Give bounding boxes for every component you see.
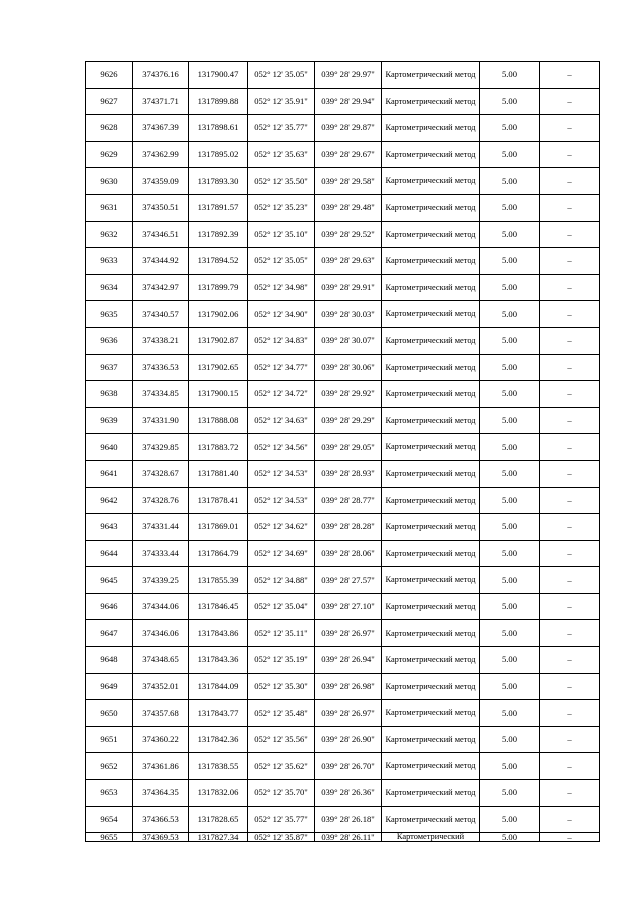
longitude-cell: 039° 28' 29.91": [315, 274, 382, 301]
latitude-cell: 052° 12' 34.98": [248, 274, 315, 301]
note-cell: –: [540, 540, 600, 567]
point-number-cell: 9654: [86, 806, 133, 833]
latitude-cell: 052° 12' 35.05": [248, 62, 315, 89]
table-row: [86, 354, 600, 381]
method-cell: Картометрический метод: [382, 540, 480, 567]
longitude-cell: 039° 28' 29.29": [315, 407, 382, 434]
accuracy-cell: 5.00: [480, 540, 540, 567]
point-number-cell: 9642: [86, 487, 133, 514]
longitude-cell: 039° 28' 30.07": [315, 327, 382, 354]
point-number-cell: 9635: [86, 301, 133, 328]
accuracy-cell: 5.00: [480, 248, 540, 275]
table-row: [86, 567, 600, 594]
y-coordinate-cell: 1317895.02: [189, 141, 248, 168]
accuracy-cell: 5.00: [480, 487, 540, 514]
table-row: [86, 221, 600, 248]
accuracy-cell: 5.00: [480, 673, 540, 700]
accuracy-cell: 5.00: [480, 115, 540, 142]
point-number-cell: 9627: [86, 88, 133, 115]
note-cell: –: [540, 274, 600, 301]
point-number-cell: 9649: [86, 673, 133, 700]
accuracy-cell: 5.00: [480, 806, 540, 833]
y-coordinate-cell: 1317898.61: [189, 115, 248, 142]
x-coordinate-cell: 374352.01: [133, 673, 189, 700]
accuracy-cell: 5.00: [480, 567, 540, 594]
latitude-cell: 052° 12' 35.30": [248, 673, 315, 700]
method-cell: Картометрический метод: [382, 381, 480, 408]
method-cell: Картометрический метод: [382, 593, 480, 620]
y-coordinate-cell: 1317864.79: [189, 540, 248, 567]
y-coordinate-cell: 1317894.52: [189, 248, 248, 275]
x-coordinate-cell: 374367.39: [133, 115, 189, 142]
method-cell: Картометрический метод: [382, 115, 480, 142]
method-cell: Картометрический метод: [382, 726, 480, 753]
latitude-cell: 052° 12' 34.63": [248, 407, 315, 434]
note-cell: –: [540, 806, 600, 833]
longitude-cell: 039° 28' 29.92": [315, 381, 382, 408]
longitude-cell: 039° 28' 28.77": [315, 487, 382, 514]
method-cell: Картометрический метод: [382, 647, 480, 674]
note-cell: –: [540, 726, 600, 753]
point-number-cell: 9639: [86, 407, 133, 434]
x-coordinate-cell: 374334.85: [133, 381, 189, 408]
y-coordinate-cell: 1317900.15: [189, 381, 248, 408]
longitude-cell: 039° 28' 28.06": [315, 540, 382, 567]
method-cell: Картометрический метод: [382, 168, 480, 195]
accuracy-cell: 5.00: [480, 460, 540, 487]
latitude-cell: 052° 12' 34.72": [248, 381, 315, 408]
y-coordinate-cell: 1317843.36: [189, 647, 248, 674]
longitude-cell: 039° 28' 26.18": [315, 806, 382, 833]
note-cell: –: [540, 780, 600, 807]
table-row: [86, 168, 600, 195]
y-coordinate-cell: 1317902.65: [189, 354, 248, 381]
longitude-cell: 039° 28' 28.28": [315, 514, 382, 541]
note-cell: –: [540, 593, 600, 620]
longitude-cell: 039° 28' 27.57": [315, 567, 382, 594]
point-number-cell: 9628: [86, 115, 133, 142]
note-cell: –: [540, 381, 600, 408]
point-number-cell: 9655: [86, 833, 133, 842]
longitude-cell: 039° 28' 26.11": [315, 833, 382, 842]
latitude-cell: 052° 12' 35.10": [248, 221, 315, 248]
table-row: [86, 673, 600, 700]
y-coordinate-cell: 1317902.87: [189, 327, 248, 354]
x-coordinate-cell: 374328.67: [133, 460, 189, 487]
point-number-cell: 9641: [86, 460, 133, 487]
accuracy-cell: 5.00: [480, 780, 540, 807]
y-coordinate-cell: 1317881.40: [189, 460, 248, 487]
latitude-cell: 052° 12' 34.77": [248, 354, 315, 381]
point-number-cell: 9643: [86, 514, 133, 541]
x-coordinate-cell: 374376.16: [133, 62, 189, 89]
y-coordinate-cell: 1317883.72: [189, 434, 248, 461]
note-cell: –: [540, 647, 600, 674]
latitude-cell: 052° 12' 34.83": [248, 327, 315, 354]
x-coordinate-cell: 374331.44: [133, 514, 189, 541]
latitude-cell: 052° 12' 35.77": [248, 806, 315, 833]
point-number-cell: 9629: [86, 141, 133, 168]
point-number-cell: 9638: [86, 381, 133, 408]
method-cell: Картометрический метод: [382, 567, 480, 594]
accuracy-cell: 5.00: [480, 593, 540, 620]
latitude-cell: 052° 12' 35.63": [248, 141, 315, 168]
accuracy-cell: 5.00: [480, 620, 540, 647]
latitude-cell: 052° 12' 34.90": [248, 301, 315, 328]
point-number-cell: 9631: [86, 194, 133, 221]
method-cell: Картометрический метод: [382, 780, 480, 807]
method-cell: Картометрический метод: [382, 460, 480, 487]
y-coordinate-cell: 1317900.47: [189, 62, 248, 89]
point-number-cell: 9650: [86, 700, 133, 727]
latitude-cell: 052° 12' 34.88": [248, 567, 315, 594]
table-row: [86, 540, 600, 567]
y-coordinate-cell: 1317846.45: [189, 593, 248, 620]
latitude-cell: 052° 12' 35.04": [248, 593, 315, 620]
table-row: [86, 88, 600, 115]
x-coordinate-cell: 374333.44: [133, 540, 189, 567]
accuracy-cell: 5.00: [480, 514, 540, 541]
point-number-cell: 9632: [86, 221, 133, 248]
longitude-cell: 039° 28' 26.90": [315, 726, 382, 753]
point-number-cell: 9636: [86, 327, 133, 354]
accuracy-cell: 5.00: [480, 274, 540, 301]
x-coordinate-cell: 374340.57: [133, 301, 189, 328]
accuracy-cell: 5.00: [480, 168, 540, 195]
x-coordinate-cell: 374366.53: [133, 806, 189, 833]
x-coordinate-cell: 374371.71: [133, 88, 189, 115]
x-coordinate-cell: 374338.21: [133, 327, 189, 354]
longitude-cell: 039° 28' 26.97": [315, 700, 382, 727]
latitude-cell: 052° 12' 35.77": [248, 115, 315, 142]
latitude-cell: 052° 12' 34.69": [248, 540, 315, 567]
accuracy-cell: 5.00: [480, 726, 540, 753]
point-number-cell: 9652: [86, 753, 133, 780]
note-cell: –: [540, 700, 600, 727]
x-coordinate-cell: 374328.76: [133, 487, 189, 514]
longitude-cell: 039° 28' 26.97": [315, 620, 382, 647]
x-coordinate-cell: 374339.25: [133, 567, 189, 594]
longitude-cell: 039° 28' 29.58": [315, 168, 382, 195]
table-row: [86, 434, 600, 461]
point-number-cell: 9637: [86, 354, 133, 381]
y-coordinate-cell: 1317828.65: [189, 806, 248, 833]
table-row: [86, 248, 600, 275]
method-cell: Картометрический метод: [382, 62, 480, 89]
x-coordinate-cell: 374331.90: [133, 407, 189, 434]
x-coordinate-cell: 374336.53: [133, 354, 189, 381]
table-row: [86, 407, 600, 434]
table-row: [86, 647, 600, 674]
note-cell: –: [540, 62, 600, 89]
method-cell: Картометрический метод: [382, 141, 480, 168]
longitude-cell: 039° 28' 29.48": [315, 194, 382, 221]
latitude-cell: 052° 12' 35.48": [248, 700, 315, 727]
x-coordinate-cell: 374357.68: [133, 700, 189, 727]
note-cell: –: [540, 221, 600, 248]
longitude-cell: 039° 28' 28.93": [315, 460, 382, 487]
x-coordinate-cell: 374360.22: [133, 726, 189, 753]
y-coordinate-cell: 1317902.06: [189, 301, 248, 328]
longitude-cell: 039° 28' 26.94": [315, 647, 382, 674]
longitude-cell: 039° 28' 26.98": [315, 673, 382, 700]
y-coordinate-cell: 1317832.06: [189, 780, 248, 807]
x-coordinate-cell: 374344.06: [133, 593, 189, 620]
table-row: [86, 620, 600, 647]
point-number-cell: 9651: [86, 726, 133, 753]
accuracy-cell: 5.00: [480, 407, 540, 434]
accuracy-cell: 5.00: [480, 194, 540, 221]
longitude-cell: 039° 28' 29.97": [315, 62, 382, 89]
table-row: [86, 780, 600, 807]
note-cell: –: [540, 514, 600, 541]
latitude-cell: 052° 12' 35.19": [248, 647, 315, 674]
longitude-cell: 039° 28' 29.94": [315, 88, 382, 115]
y-coordinate-cell: 1317888.08: [189, 407, 248, 434]
note-cell: –: [540, 141, 600, 168]
method-cell: Картометрический метод: [382, 514, 480, 541]
method-cell: Картометрический метод: [382, 88, 480, 115]
table-row: [86, 806, 600, 833]
note-cell: –: [540, 194, 600, 221]
longitude-cell: 039° 28' 29.05": [315, 434, 382, 461]
longitude-cell: 039° 28' 29.87": [315, 115, 382, 142]
accuracy-cell: 5.00: [480, 434, 540, 461]
note-cell: –: [540, 753, 600, 780]
table-row: [86, 141, 600, 168]
latitude-cell: 052° 12' 35.50": [248, 168, 315, 195]
y-coordinate-cell: 1317891.57: [189, 194, 248, 221]
x-coordinate-cell: 374342.97: [133, 274, 189, 301]
note-cell: –: [540, 567, 600, 594]
x-coordinate-cell: 374369.53: [133, 833, 189, 842]
y-coordinate-cell: 1317844.09: [189, 673, 248, 700]
note-cell: –: [540, 115, 600, 142]
accuracy-cell: 5.00: [480, 753, 540, 780]
point-number-cell: 9645: [86, 567, 133, 594]
method-cell: Картометрический метод: [382, 407, 480, 434]
table-row: [86, 460, 600, 487]
table-row: [86, 381, 600, 408]
x-coordinate-cell: 374348.65: [133, 647, 189, 674]
longitude-cell: 039° 28' 26.36": [315, 780, 382, 807]
x-coordinate-cell: 374350.51: [133, 194, 189, 221]
y-coordinate-cell: 1317893.30: [189, 168, 248, 195]
x-coordinate-cell: 374344.92: [133, 248, 189, 275]
x-coordinate-cell: 374329.85: [133, 434, 189, 461]
y-coordinate-cell: 1317878.41: [189, 487, 248, 514]
y-coordinate-cell: 1317827.34: [189, 833, 248, 842]
table-row: [86, 753, 600, 780]
longitude-cell: 039° 28' 30.06": [315, 354, 382, 381]
note-cell: –: [540, 248, 600, 275]
note-cell: –: [540, 327, 600, 354]
y-coordinate-cell: 1317869.01: [189, 514, 248, 541]
accuracy-cell: 5.00: [480, 221, 540, 248]
accuracy-cell: 5.00: [480, 88, 540, 115]
method-cell: Картометрический метод: [382, 221, 480, 248]
note-cell: –: [540, 434, 600, 461]
longitude-cell: 039° 28' 29.52": [315, 221, 382, 248]
accuracy-cell: 5.00: [480, 833, 540, 842]
table-row: [86, 726, 600, 753]
table-row: [86, 62, 600, 89]
latitude-cell: 052° 12' 34.53": [248, 460, 315, 487]
method-cell: Картометрический метод: [382, 434, 480, 461]
accuracy-cell: 5.00: [480, 700, 540, 727]
note-cell: –: [540, 354, 600, 381]
latitude-cell: 052° 12' 35.91": [248, 88, 315, 115]
latitude-cell: 052° 12' 34.56": [248, 434, 315, 461]
method-cell: Картометрический метод: [382, 327, 480, 354]
x-coordinate-cell: 374346.06: [133, 620, 189, 647]
note-cell: –: [540, 88, 600, 115]
note-cell: –: [540, 673, 600, 700]
method-cell: Картометрический: [382, 833, 480, 842]
longitude-cell: 039° 28' 26.70": [315, 753, 382, 780]
point-number-cell: 9626: [86, 62, 133, 89]
table-row: [86, 593, 600, 620]
method-cell: Картометрический метод: [382, 806, 480, 833]
accuracy-cell: 5.00: [480, 647, 540, 674]
longitude-cell: 039° 28' 29.63": [315, 248, 382, 275]
y-coordinate-cell: 1317843.86: [189, 620, 248, 647]
latitude-cell: 052° 12' 34.62": [248, 514, 315, 541]
table-row: [86, 194, 600, 221]
note-cell: –: [540, 168, 600, 195]
point-number-cell: 9648: [86, 647, 133, 674]
table-row: [86, 833, 600, 842]
latitude-cell: 052° 12' 35.11": [248, 620, 315, 647]
note-cell: –: [540, 460, 600, 487]
note-cell: –: [540, 833, 600, 842]
latitude-cell: 052° 12' 35.62": [248, 753, 315, 780]
note-cell: –: [540, 487, 600, 514]
method-cell: Картометрический метод: [382, 753, 480, 780]
point-number-cell: 9647: [86, 620, 133, 647]
point-number-cell: 9630: [86, 168, 133, 195]
x-coordinate-cell: 374361.86: [133, 753, 189, 780]
x-coordinate-cell: 374346.51: [133, 221, 189, 248]
longitude-cell: 039° 28' 29.67": [315, 141, 382, 168]
note-cell: –: [540, 620, 600, 647]
point-number-cell: 9646: [86, 593, 133, 620]
y-coordinate-cell: 1317899.79: [189, 274, 248, 301]
y-coordinate-cell: 1317855.39: [189, 567, 248, 594]
latitude-cell: 052° 12' 35.05": [248, 248, 315, 275]
accuracy-cell: 5.00: [480, 301, 540, 328]
method-cell: Картометрический метод: [382, 487, 480, 514]
method-cell: Картометрический метод: [382, 700, 480, 727]
point-number-cell: 9634: [86, 274, 133, 301]
x-coordinate-cell: 374362.99: [133, 141, 189, 168]
table-row: [86, 487, 600, 514]
table-row: [86, 301, 600, 328]
latitude-cell: 052° 12' 35.56": [248, 726, 315, 753]
table-row: [86, 514, 600, 541]
note-cell: –: [540, 407, 600, 434]
method-cell: Картометрический метод: [382, 194, 480, 221]
point-number-cell: 9653: [86, 780, 133, 807]
method-cell: Картометрический метод: [382, 274, 480, 301]
method-cell: Картометрический метод: [382, 248, 480, 275]
y-coordinate-cell: 1317899.88: [189, 88, 248, 115]
note-cell: –: [540, 301, 600, 328]
point-number-cell: 9633: [86, 248, 133, 275]
y-coordinate-cell: 1317838.55: [189, 753, 248, 780]
latitude-cell: 052° 12' 35.70": [248, 780, 315, 807]
accuracy-cell: 5.00: [480, 381, 540, 408]
accuracy-cell: 5.00: [480, 354, 540, 381]
table-row: [86, 327, 600, 354]
longitude-cell: 039° 28' 30.03": [315, 301, 382, 328]
x-coordinate-cell: 374364.35: [133, 780, 189, 807]
y-coordinate-cell: 1317843.77: [189, 700, 248, 727]
method-cell: Картометрический метод: [382, 673, 480, 700]
table-row: [86, 274, 600, 301]
method-cell: Картометрический метод: [382, 620, 480, 647]
table-row: [86, 700, 600, 727]
table-body: [86, 62, 600, 842]
latitude-cell: 052° 12' 34.53": [248, 487, 315, 514]
point-number-cell: 9640: [86, 434, 133, 461]
method-cell: Картометрический метод: [382, 354, 480, 381]
latitude-cell: 052° 12' 35.23": [248, 194, 315, 221]
coordinates-table: [85, 61, 600, 842]
accuracy-cell: 5.00: [480, 327, 540, 354]
longitude-cell: 039° 28' 27.10": [315, 593, 382, 620]
table-row: [86, 115, 600, 142]
accuracy-cell: 5.00: [480, 62, 540, 89]
x-coordinate-cell: 374359.09: [133, 168, 189, 195]
y-coordinate-cell: 1317892.39: [189, 221, 248, 248]
method-cell: Картометрический метод: [382, 301, 480, 328]
latitude-cell: 052° 12' 35.87": [248, 833, 315, 842]
point-number-cell: 9644: [86, 540, 133, 567]
y-coordinate-cell: 1317842.36: [189, 726, 248, 753]
accuracy-cell: 5.00: [480, 141, 540, 168]
